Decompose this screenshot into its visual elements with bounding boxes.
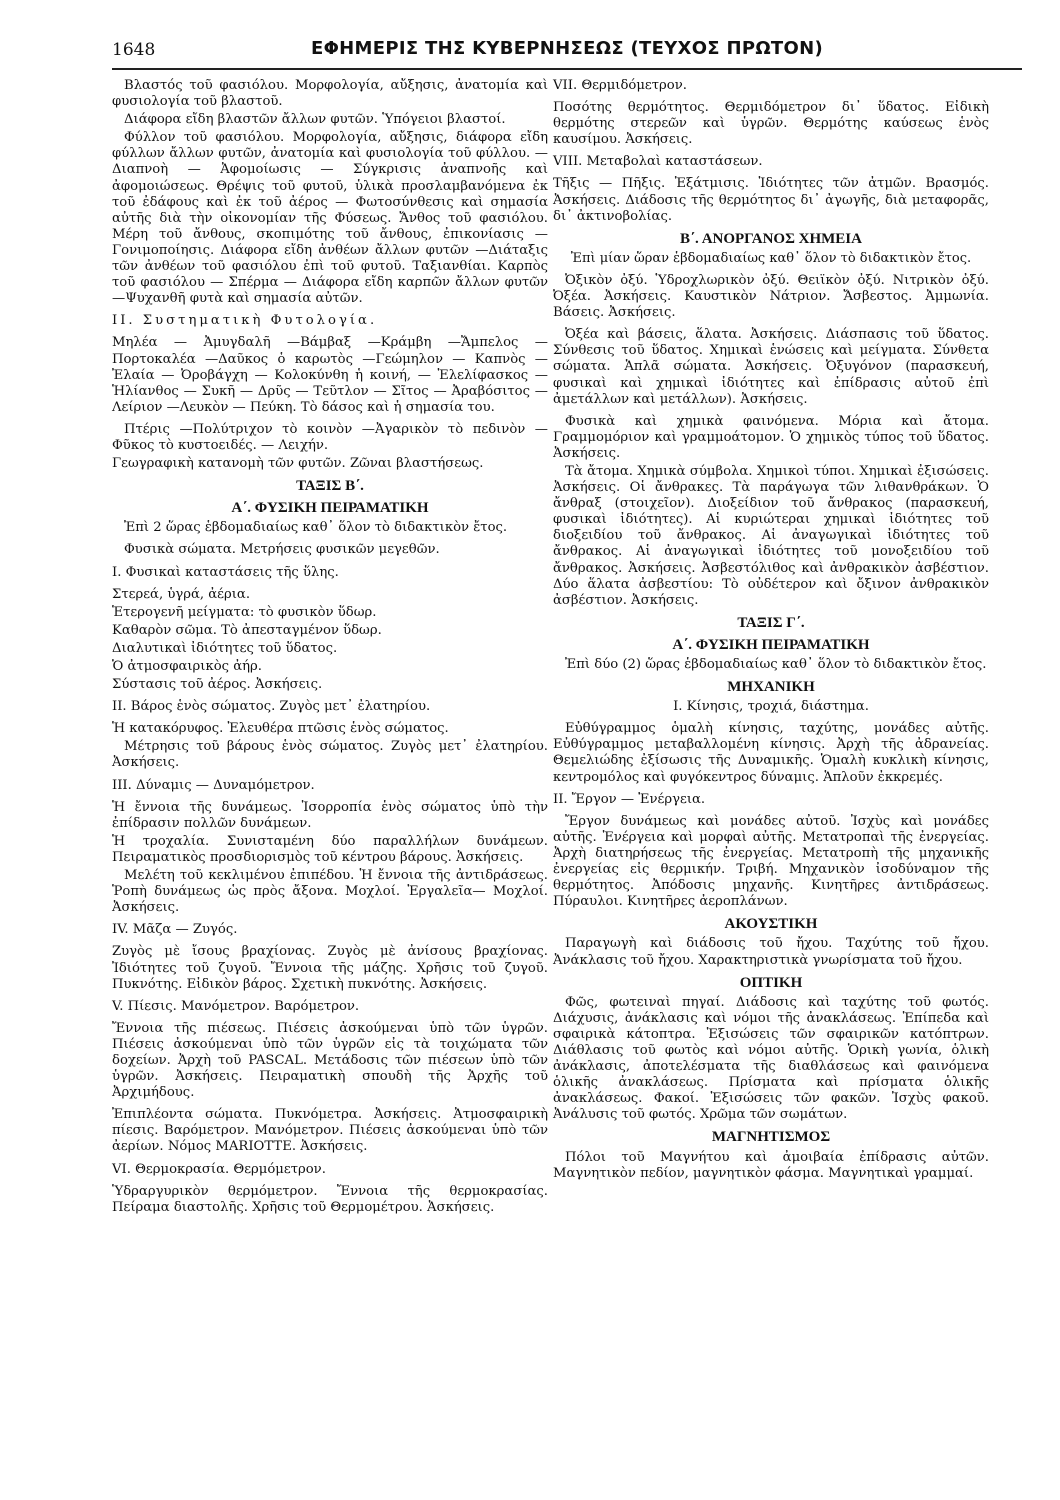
paragraph: Πόλοι τοῦ Μαγνήτου καὶ ἀμοιβαία ἐπίδρασις αὐτῶν. Μαγνητικὸν πεδίον, μαγνητικὸν φάσμα. Μαγνητικαὶ γραμμαί. — [553, 1149, 989, 1181]
subject-heading: Α΄. ΦΥΣΙΚΗ ΠΕΙΡΑΜΑΤΙΚΗ — [672, 636, 870, 653]
left-column — [112, 78, 548, 1216]
paragraph: Ὑδραργυρικὸν θερμόμετρον. Ἔννοια τῆς θερμοκρασίας. Πείραμα διαστολῆς. Χρῆσις τοῦ Θερμομέτρου. Ἀσκήσεις. — [112, 1183, 548, 1215]
class-heading: ΤΑΞΙΣ Γ΄. — [737, 614, 805, 631]
paragraph: Ὁ ἀτμοσφαιρικὸς ἀήρ. — [112, 659, 262, 674]
paragraph: Ὀξέα καὶ βάσεις, ἅλατα. Ἀσκήσεις. Διάσπασις τοῦ ὕδατος. Σύνθεσις τοῦ ὕδατος. Χημικαὶ ἑνώσεις καὶ μείγματα. Σύνθετα σώματα. Ἁπλᾶ σώματα. Ἀσκήσεις. Ὀξυγόνον (παρασκευή, φυσικαὶ καὶ χημικαὶ ἰδιότητες καὶ ἐπίδρασις αὐτοῦ ἐπὶ ἀμετάλλων καὶ μετάλλων). Ἀσκήσεις. — [553, 327, 989, 407]
paragraph: Φυσικὰ καὶ χημικὰ φαινόμενα. Μόρια καὶ ἄτομα. Γραμμομόριον καὶ γραμμοάτομον. Ὁ χημικὸς τύπος τοῦ ὕδατος. Ἀσκήσεις. — [553, 413, 989, 461]
paragraph: Μελέτη τοῦ κεκλιμένου ἐπιπέδου. Ἡ ἔννοια τῆς ἀντιδράσεως. Ῥοπὴ δυνάμεως ὡς πρὸς ἄξονα. Μοχλοί. Ἐργαλεῖα— Μοχλοί. Ἀσκήσεις. — [112, 868, 548, 916]
paragraph: Ἑτερογενῆ μείγματα: τὸ φυσικὸν ὕδωρ. — [112, 604, 377, 620]
paragraph: Μέτρησις τοῦ βάρους ἑνὸς σώματος. Ζυγὸς μετ᾽ ἐλατηρίου. Ἀσκήσεις. — [112, 739, 548, 771]
page-number: 1648 — [112, 40, 156, 60]
subject-heading: Α΄. ΦΥΣΙΚΗ ΠΕΙΡΑΜΑΤΙΚΗ — [231, 500, 429, 517]
paragraph: Ἔργον δυνάμεως καὶ μονάδες αὐτοῦ. Ἰσχὺς καὶ μονάδες αὐτῆς. Ἐνέργεια καὶ μορφαὶ αὐτῆς. Μετατροπαὶ τῆς ἐνεργείας. Ἀρχὴ διατηρήσεως τῆς ἐνεργείας. Μετατροπὴ τῆς μηχανικῆς ἐνεργείας εἰς θερμικήν. Τριβή. Μηχανικὸν ἰσοδύναμον τῆς θερμότητος. Ἀπόδοσις μηχανῆς. Κινητῆρες ἀντιδράσεως. Πύραυλοι. Κινητῆρες ἀεροπλάνων. — [553, 813, 989, 910]
section-heading: VΙΙ. Θερμιδόμετρον. — [553, 78, 687, 93]
paragraph: Σύστασις τοῦ ἀέρος. Ἀσκήσεις. — [112, 677, 323, 693]
section-heading: ΙV. Μᾶζα — Ζυγός. — [112, 922, 238, 938]
topic-heading: ΟΠΤΙΚΗ — [739, 974, 803, 991]
paragraph: Τὰ ἄτομα. Χημικὰ σύμβολα. Χημικοὶ τύποι. Χημικαὶ ἐξισώσεις. Ἀσκήσεις. Οἱ ἄνθρακες. Τὰ παράγωγα τῶν λιθανθράκων. Ὁ ἄνθραξ (στοιχεῖον). Διοξείδιον τοῦ ἄνθρακος (παρασκευή, φυσικαὶ ἰδιότητες). Αἱ κυριώτεραι χημικαὶ ἰδιότητες τοῦ διοξειδίου τοῦ ἄνθρακος. Αἱ ἀναγωγικαὶ ἰδιότητες τοῦ ἄνθρακος. Αἱ ἀναγωγικαὶ ἰδιότητες τοῦ μονοξειδίου τοῦ ἄνθρακος. Ἀσκήσεις. Ἀσβεστόλιθος καὶ ἀνθρακικὸν ἀσβέστιον. Δύο ἅλατα ἀσβεστίου: Τὸ οὐδέτερον καὶ ὄξινον ἀνθρακικὸν ἀσβέστιον. Ἀσκήσεις. — [553, 463, 989, 608]
subject-heading: Β΄. ΑΝΟΡΓΑΝΟΣ ΧΗΜΕΙΑ — [680, 230, 862, 247]
hours-note: Ἐπὶ 2 ὥρας ἑβδομαδιαίως καθ᾽ ὅλον τὸ διδακτικὸν ἔτος. — [124, 520, 508, 536]
paragraph: Ἡ ἔννοια τῆς δυνάμεως. Ἰσορροπία ἑνὸς σώματος ὑπὸ τὴν ἐπίδρασιν πολλῶν δυνάμεων. — [112, 799, 548, 831]
gazette-title: ΕΦΗΜΕΡΙΣ ΤΗΣ ΚΥΒΕΡΝΗΣΕΩΣ (ΤΕΥΧΟΣ ΠΡΩΤΟΝ) — [310, 38, 823, 59]
right-column — [553, 78, 989, 1182]
paragraph: Μηλέα — Ἀμυγδαλῆ —Βάμβαξ —Κράμβη —Ἄμπελος —Πορτοκαλέα —Δαῦκος ὁ καρωτὸς —Γεώμηλον — Καπνὸς — Ἐλαία — Ὀροβάγχη — Κολοκύνθη ἡ κοινή, — Ἐλελίφασκος — Ἡλίανθος — Συκῆ — Δρῦς — Τεῦτλον — Σῖτος — Ἀραβόσιτος —Λείριον —Λευκὸν — Πεύκη. Τὸ δάσος καὶ ἡ σημασία του. — [112, 335, 548, 415]
hours-note: Ἐπὶ δύο (2) ὥρας ἑβδομαδιαίως καθ᾽ ὅλον τὸ διδακτικὸν ἔτος. — [565, 657, 987, 672]
paragraph: Ζυγὸς μὲ ἴσους βραχίονας. Ζυγὸς μὲ ἀνίσους βραχίονας. Ἰδιότητες τοῦ ζυγοῦ. Ἔννοια τῆς μάζης. Χρῆσις τοῦ ζυγοῦ. Πυκνότης. Εἰδικὸν βάρος. Σχετικὴ πυκνότης. Ἀσκήσεις. — [112, 944, 548, 992]
paragraph: Ποσότης θερμότητος. Θερμιδόμετρον δι᾽ ὕδατος. Εἰδικὴ θερμότης στερεῶν καὶ ὑγρῶν. Θερμότης καύσεως ἑνὸς καυσίμου. Ἀσκήσεις. — [553, 100, 989, 148]
paragraph: Διαλυτικαὶ ἰδιότητες τοῦ ὕδατος. — [112, 640, 338, 656]
header-rule — [112, 68, 1022, 70]
paragraph: Διάφορα εἴδη βλαστῶν ἄλλων φυτῶν. Ὑπόγειοι βλαστοί. — [124, 112, 506, 128]
paragraph: Βλαστός τοῦ φασιόλου. Μορφολογία, αὔξησις, ἀνατομία καὶ φυσιολογία τοῦ βλαστοῦ. — [112, 78, 548, 110]
paragraph: Ὀξικὸν ὀξύ. Ὑδροχλωρικὸν ὀξύ. Θειϊκὸν ὀξύ. Νιτρικὸν ὀξύ. Ὀξέα. Ἀσκήσεις. Καυστικὸν Νάτριον. Ἄσβεστος. Ἀμμωνία. Βάσεις. Ἀσκήσεις. — [553, 272, 989, 321]
section-heading: Ι. Φυσικαὶ καταστάσεις τῆς ὕλης. — [112, 564, 339, 580]
paragraph: Παραγωγὴ καὶ διάδοσις τοῦ ἤχου. Ταχύτης τοῦ ἤχου. Ἀνάκλασις τοῦ ἤχου. Χαρακτηριστικὰ γνωρίσματα τοῦ ἤχου. — [553, 936, 989, 968]
class-heading: ΤΑΞΙΣ Β΄. — [296, 478, 364, 495]
paragraph: Ἡ κατακόρυφος. Ἐλευθέρα πτῶσις ἑνὸς σώματος. — [112, 721, 449, 737]
section-heading: Ι. Κίνησις, τροχιά, διάστημα. — [673, 699, 869, 715]
section-heading: V. Πίεσις. Μανόμετρον. Βαρόμετρον. — [112, 998, 360, 1014]
section-heading: ΙΙ. Ἔργον — Ἐνέργεια. — [553, 791, 706, 807]
paragraph: Φυσικὰ σώματα. Μετρήσεις φυσικῶν μεγεθῶν. — [124, 542, 440, 558]
paragraph: Ἐπιπλέοντα σώματα. Πυκνόμετρα. Ἀσκήσεις. Ἀτμοσφαιρικὴ πίεσις. Βαρόμετρον. Μανόμετρον. Πιέσεις ἀσκούμεναι ὑπὸ τῶν ἀερίων. Νόμος MARIOTTE. Ἀσκήσεις. — [112, 1107, 548, 1155]
section-heading: VΙ. Θερμοκρασία. Θερμόμετρον. — [112, 1161, 326, 1177]
section-heading: ΙΙ. Βάρος ἑνὸς σώματος. Ζυγὸς μετ᾽ ἐλατηρίου. — [112, 699, 431, 715]
paragraph: Καθαρὸν σῶμα. Τὸ ἀπεσταγμένον ὕδωρ. — [112, 622, 382, 638]
paragraph: Πτέρις —Πολύτριχον τὸ κοινὸν —Ἀγαρικὸν τὸ πεδινὸν — Φῦκος τὸ κυστοειδές. — Λειχήν. — [112, 421, 548, 453]
section-heading: ΙΙΙ. Δύναμις — Δυναμόμετρον. — [112, 777, 315, 793]
paragraph: Ἔννοια τῆς πιέσεως. Πιέσεις ἀσκούμεναι ὑπὸ τῶν ὑγρῶν. Πιέσεις ἀσκούμεναι ὑπὸ τῶν ὑγρῶν εἰς τὰ τοιχώματα τῶν δοχείων. Ἀρχὴ τοῦ PASCAL. Μετάδοσις τῶν πιέσεων ὑπὸ τῶν ὑγρῶν. Ἀσκήσεις. Πειραματικὴ σπουδὴ τῆς Ἀρχῆς τοῦ Ἀρχιμήδους. — [112, 1020, 548, 1101]
paragraph: Στερεά, ὑγρά, ἀέρια. — [112, 586, 251, 602]
section-heading: VΙΙΙ. Μεταβολαὶ καταστάσεων. — [553, 154, 763, 170]
paragraph: Τῆξις — Πῆξις. Ἐξάτμισις. Ἰδιότητες τῶν ἀτμῶν. Βρασμός. Ἀσκήσεις. Διάδοσις τῆς θερμότητος δι᾽ ἀγωγῆς, διὰ μεταφορᾶς, δι᾽ ἀκτινοβολίας. — [553, 176, 989, 224]
paragraph: Εὐθύγραμμος ὁμαλὴ κίνησις, ταχύτης, μονάδες αὐτῆς. Εὐθύγραμμος μεταβαλλομένη κίνησις. Ἀρχὴ τῆς ἀδρανείας. Θεμελιώδης ἐξίσωσις τῆς Δυναμικῆς. Ὁμαλὴ κυκλικὴ κίνησις, κεντρομόλος καὶ φυγόκεντρος δύναμις. Ἁπλοῦν ἐκκρεμές. — [553, 721, 989, 785]
paragraph: Φῶς, φωτειναὶ πηγαί. Διάδοσις καὶ ταχύτης τοῦ φωτός. Διάχυσις, ἀνάκλασις καὶ νόμοι τῆς ἀνακλάσεως. Ἐπίπεδα καὶ σφαιρικὰ κάτοπτρα. Ἐξισώσεις τῶν σφαιρικῶν κατόπτρων. Διάθλασις τοῦ φωτὸς καὶ νόμοι αὐτῆς. Ὁρικὴ γωνία, ὁλικὴ ἀνάκλασις, ἀποτελέσματα τῆς διαθλάσεως καὶ φαινόμενα ὁλικῆς ἀνακλάσεως. Πρίσματα καὶ πρίσματα ὁλικῆς ἀνακλάσεως. Φακοί. Ἐξισώσεις τῶν φακῶν. Ἰσχὺς φακοῦ. Ἀνάλυσις τοῦ φωτός. Χρῶμα τῶν σωμάτων. — [553, 994, 989, 1123]
page-header — [112, 34, 1022, 68]
section-heading: ΙΙ. Συστηματικὴ Φυτολογία. — [112, 313, 378, 329]
paragraph: Ἡ τροχαλία. Συνισταμένη δύο παραλλήλων δυνάμεων. Πειραματικὸς προσδιορισμὸς τοῦ κέντρου βάρους. Ἀσκήσεις. — [112, 833, 548, 865]
paragraph: Γεωγραφικὴ κατανομὴ τῶν φυτῶν. Ζῶναι βλαστήσεως. — [112, 456, 484, 472]
topic-heading: ΑΚΟΥΣΤΙΚΗ — [724, 916, 818, 933]
topic-heading: ΜΑΓΝΗΤΙΣΜΟΣ — [711, 1129, 831, 1146]
hours-note: Ἐπὶ μίαν ὥραν ἑβδομαδιαίως καθ᾽ ὅλον τὸ διδακτικὸν ἔτος. — [570, 250, 972, 266]
topic-heading: ΜΗΧΑΝΙΚΗ — [727, 679, 815, 696]
paragraph: Φύλλον τοῦ φασιόλου. Μορφολογία, αὔξησις, διάφορα εἴδη φύλλων ἄλλων φυτῶν, ἀνατομία καὶ φυσιολογία τοῦ φύλλου. — Διαπνοὴ — Ἀφομοίωσις — Σύγκρισις ἀναπνοῆς καὶ ἀφομοιώσεως. Θρέψις τοῦ φυτοῦ, ὑλικὰ προσλαμβανόμενα ἐκ τοῦ ἐδάφους καὶ ἐκ τοῦ ἀέρος — Φωτοσύνθεσις καὶ σημασία αὐτῆς διὰ τὴν οἰκονομίαν τῆς Φύσεως. Ἄνθος τοῦ φασιόλου. Μέρη τοῦ ἄνθους, σκοπιμότης τοῦ ἄνθους, ἐπικονίασις — Γονιμοποίησις. Διάφορα εἴδη ἀνθέων ἄλλων φυτῶν —Διάταξις τῶν ἀνθέων τοῦ φασιόλου ἐπὶ τοῦ φυτοῦ. Ταξιανθίαι. Καρπὸς τοῦ φασιόλου — Σπέρμα — Διάφορα εἴδη καρπῶν ἄλλων φυτῶν —Ψυχανθῆ φυτὰ καὶ σημασία αὐτῶν. — [112, 130, 548, 307]
